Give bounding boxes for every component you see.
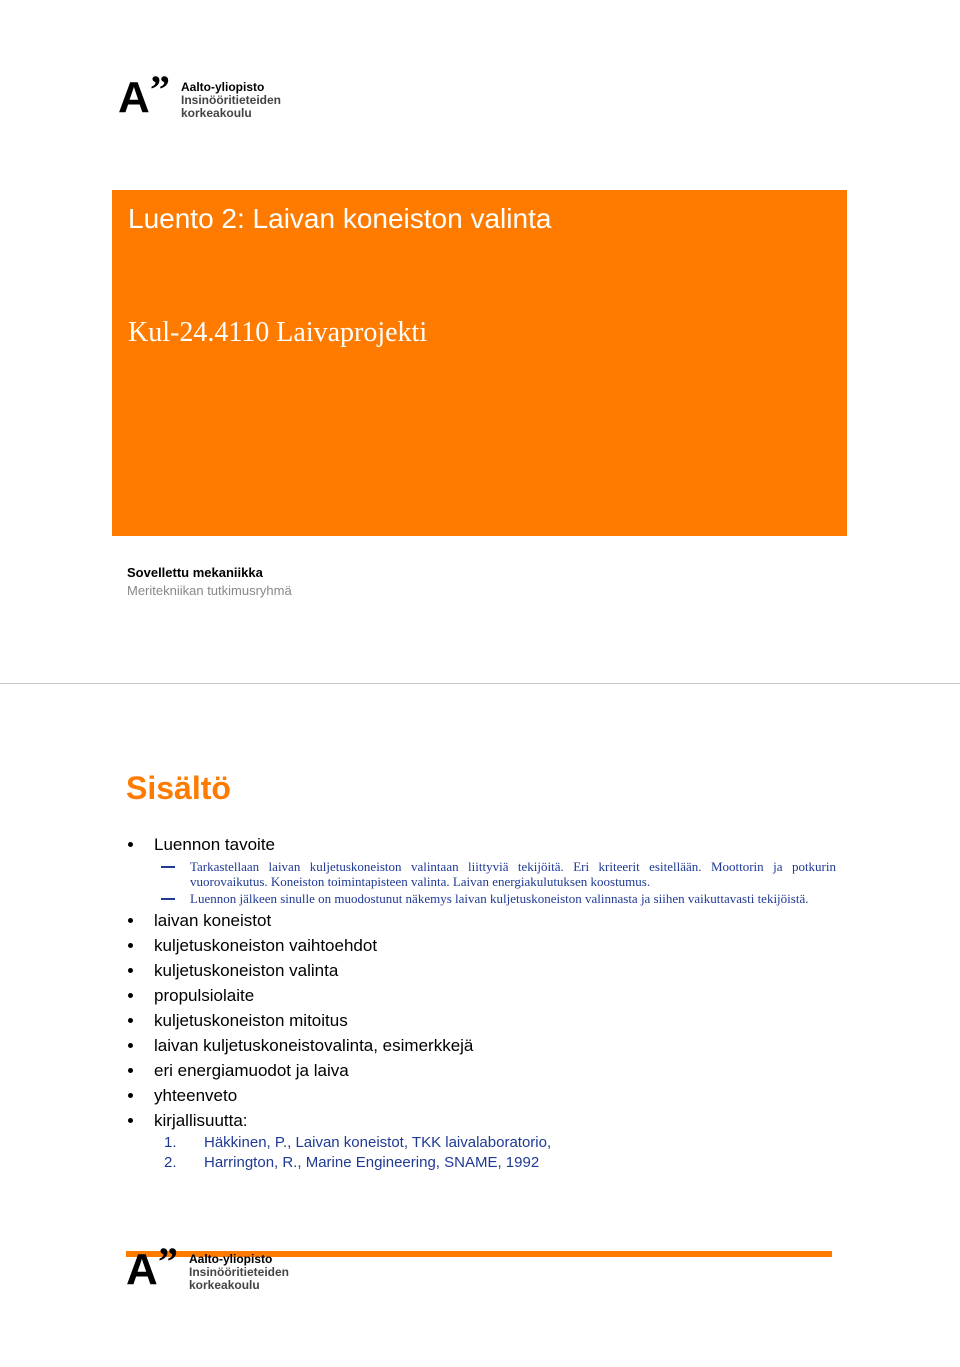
- list-item: kuljetuskoneiston vaihtoehdot: [126, 933, 836, 958]
- bullet-icon: [128, 1018, 133, 1023]
- reference-list: [126, 1133, 836, 1173]
- bullet-icon: [128, 993, 133, 998]
- logo-line-1: Aalto-yliopisto: [189, 1252, 273, 1266]
- list-item: eri energiamuodot ja laiva: [126, 1058, 836, 1083]
- bullet-icon: [128, 1068, 133, 1073]
- list-item: Luennon tavoite: [126, 832, 836, 857]
- sub-list-item: Tarkastellaan laivan kuljetuskoneiston valintaan liittyviä tekijöitä. Eri kriteerit esitellään. Moottorin ja potkurin vuorovaikutus. Koneiston toimintapisteen valinta. Laivan energiakulutuksen koostumus.: [126, 859, 836, 889]
- research-group-name: Meritekniikan tutkimusryhmä: [127, 583, 292, 598]
- dash-icon: [161, 866, 175, 868]
- aalto-logo-text: [189, 1253, 289, 1292]
- logo-line-3: korkeakoulu: [189, 1278, 260, 1292]
- aalto-logo-mark: A ”: [126, 1239, 178, 1294]
- bullet-icon: [128, 1093, 133, 1098]
- sub-list-item: Luennon jälkeen sinulle on muodostunut näkemys laivan kuljetuskoneiston valinnasta ja siihen vaikuttavasti tekijöistä.: [126, 891, 836, 906]
- reference-item: 1. Häkkinen, P., Laivan koneistot, TKK laivalaboratorio,: [164, 1134, 552, 1151]
- logo-line-2: Insinööritieteiden: [189, 1265, 290, 1279]
- list-item: propulsiolaite: [126, 983, 836, 1008]
- list-item: kuljetuskoneiston mitoitus: [126, 1008, 836, 1033]
- bullet-icon: [128, 968, 133, 973]
- contents-heading: Sisältö: [126, 770, 231, 806]
- course-subtitle: Kul-24.4110 Laivaprojekti: [128, 317, 428, 348]
- logo-line-3: korkeakoulu: [181, 106, 252, 120]
- list-item: yhteenveto: [126, 1083, 836, 1108]
- slide-contents: [0, 684, 960, 1367]
- list-item: laivan koneistot: [126, 908, 836, 933]
- bullet-icon: [128, 842, 133, 847]
- title-banner: [112, 190, 847, 536]
- bullet-icon: [128, 943, 133, 948]
- aalto-logo-text: [181, 81, 281, 120]
- bullet-icon: [128, 918, 133, 923]
- logo-line-2: Insinööritieteiden: [181, 93, 282, 107]
- contents-list: [126, 832, 836, 1173]
- logo-line-1: Aalto-yliopisto: [181, 80, 265, 94]
- list-item: kirjallisuutta:: [126, 1108, 836, 1133]
- bullet-icon: [128, 1043, 133, 1048]
- list-item: kuljetuskoneiston valinta: [126, 958, 836, 983]
- list-item: laivan kuljetuskoneistovalinta, esimerkkejä: [126, 1033, 836, 1058]
- aalto-logo: [126, 1239, 290, 1294]
- reference-item: 2. Harrington, R., Marine Engineering, SNAME, 1992: [164, 1154, 540, 1171]
- aalto-logo-mark: A ”: [118, 67, 170, 122]
- aalto-logo: [118, 67, 282, 122]
- department-name: Sovellettu mekaniikka: [127, 565, 263, 580]
- slide-title-text: Luento 2: Laivan koneiston valinta: [128, 203, 552, 234]
- dash-icon: [161, 898, 175, 900]
- bullet-icon: [128, 1118, 133, 1123]
